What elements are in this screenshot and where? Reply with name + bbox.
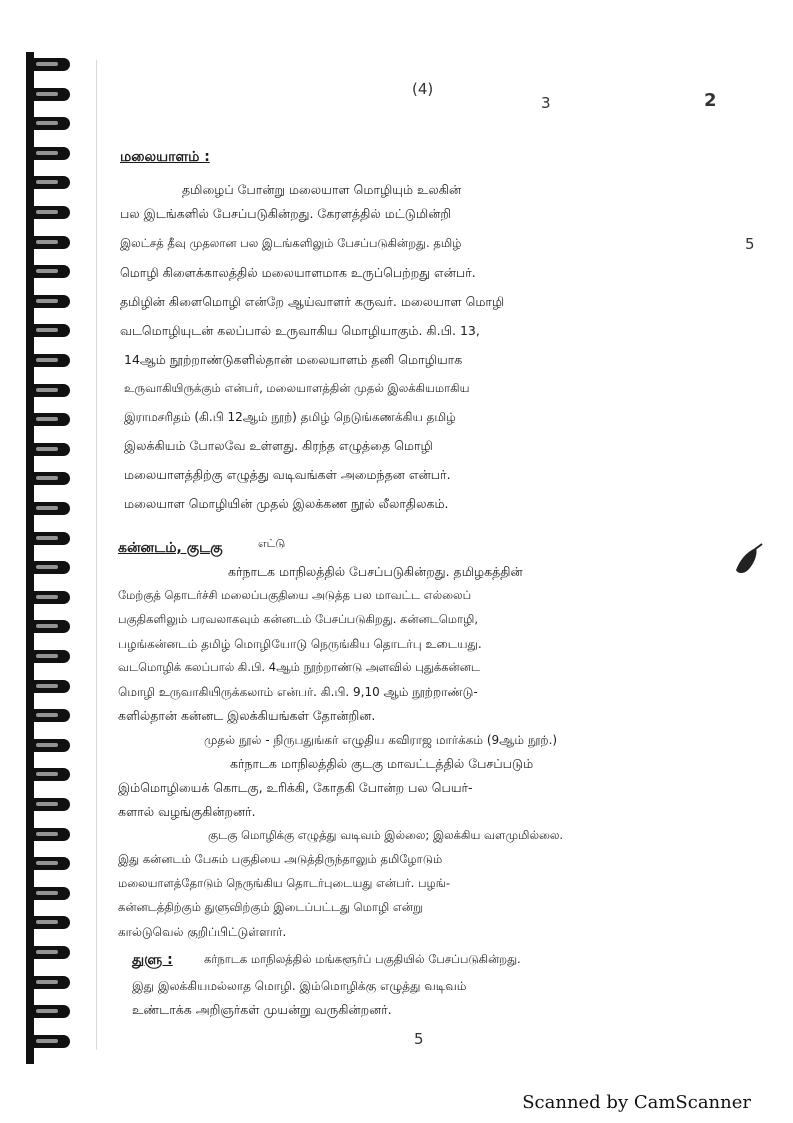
binding-coil xyxy=(26,295,70,308)
binding-coil xyxy=(26,680,70,693)
binding-coil xyxy=(26,768,70,781)
binding-coil xyxy=(26,946,70,959)
text-line: முதல் நூல் - நிருபதுங்கர் எழுதிய கவிராஜ மார்க்கம் (9ஆம் நூற்.) xyxy=(204,733,558,747)
binding-coil xyxy=(26,828,70,841)
text-line: மேற்குத் தொடர்ச்சி மலைப்பகுதியை அடுத்த பல மாவட்ட எல்லைப் xyxy=(118,588,472,602)
text-line: மலையாளத்திற்கு எழுத்து வடிவங்கள் அமைந்தன என்பர். xyxy=(124,467,451,482)
binding-coil xyxy=(26,58,70,71)
text-line: இது இலக்கியமல்லாத மொழி. இம்மொழிக்கு எழுத்து வடிவம் xyxy=(132,979,467,993)
section-heading-kannada-kodagu: கன்னடம், குடகு xyxy=(118,540,223,556)
text-line: கர்நாடக மாநிலத்தில் குடகு மாவட்டத்தில் பேசப்படும் xyxy=(230,756,534,771)
page-mark-top-center: (4) xyxy=(412,80,434,98)
binding-coil xyxy=(26,916,70,929)
binding-coil xyxy=(26,265,70,278)
binding-coil xyxy=(26,1005,70,1018)
binding-coil xyxy=(26,236,70,249)
text-line: மொழி உருவாகியிருக்கலாம் என்பர். கி.பி. 9,10 ஆம் நூற்றாண்டு- xyxy=(118,685,478,699)
section-heading-malayalam: மலையாளம் : xyxy=(120,149,210,165)
text-line: வடமொழிக் கலப்பால் கி.பி. 4ஆம் நூற்றாண்டு அளவில் புதுக்கன்னட xyxy=(118,660,481,674)
binding-coil xyxy=(26,117,70,130)
binding-coil xyxy=(26,176,70,189)
binding-coil xyxy=(26,88,70,101)
text-line: கர்நாடக மாநிலத்தில் மங்களூர்ப் பகுதியில் பேசப்படுகின்றது. xyxy=(204,952,521,966)
heading-note: எட்டு xyxy=(258,537,286,550)
text-line: கர்நாடக மாநிலத்தில் பேசப்படுகின்றது. தமிழகத்தின் xyxy=(228,564,523,579)
binding-coil xyxy=(26,561,70,574)
binding-coil xyxy=(26,739,70,752)
page-mark-margin-right: 5 xyxy=(745,235,755,253)
text-line: பல இடங்களில் பேசப்படுகின்றது. கேரளத்தில் மட்டுமின்றி xyxy=(120,206,452,221)
text-line: உண்டாக்க அறிஞர்கள் முயன்று வருகின்றனர். xyxy=(132,1002,392,1017)
text-line: இம்மொழியைக் கொடகு, உரிக்கி, கோதகி போன்ற பல பெயர்- xyxy=(118,780,473,795)
text-line: பழங்கன்னடம் தமிழ் மொழியோடு நெருங்கிய தொடர்பு உடையது. xyxy=(118,637,482,651)
spiral-binding xyxy=(22,52,74,1064)
binding-coil xyxy=(26,591,70,604)
text-line: மொழி கிளைக்காலத்தில் மலையாளமாக உருப்பெற்றது என்பர். xyxy=(120,265,476,280)
binding-coil xyxy=(26,887,70,900)
binding-coil xyxy=(26,502,70,515)
binding-coil xyxy=(26,443,70,456)
text-line: கன்னடத்திற்கும் துளுவிற்கும் இடைப்பட்டது மொழி என்று xyxy=(118,900,423,914)
page-mark-top-right-a: 3 xyxy=(541,94,551,112)
binding-coil xyxy=(26,206,70,219)
binding-coil xyxy=(26,413,70,426)
page-mark-top-right-b: 2 xyxy=(704,90,717,111)
text-line: தமிழைப் போன்று மலையாள மொழியும் உலகின் xyxy=(182,182,462,197)
binding-coil xyxy=(26,472,70,485)
binding-coil xyxy=(26,384,70,397)
text-line: 14ஆம் நூற்றாண்டுகளில்தான் மலையாளம் தனி மொழியாக xyxy=(124,352,463,367)
text-line: இராமசரிதம் (கி.பி 12ஆம் நூற்) தமிழ் நெடுங்கணக்கிய தமிழ் xyxy=(124,410,456,424)
text-line: குடகு மொழிக்கு எழுத்து வடிவம் இல்லை; இலக்கிய வளமுமில்லை. xyxy=(208,828,564,842)
section-heading-tulu: துளு : xyxy=(132,952,173,968)
scanner-watermark: Scanned by CamScanner xyxy=(522,1092,751,1113)
binding-coil xyxy=(26,650,70,663)
ink-smudge xyxy=(728,540,768,580)
binding-coil xyxy=(26,620,70,633)
text-line: கால்டுவெல் குறிப்பிட்டுள்ளார். xyxy=(118,925,287,939)
binding-coil xyxy=(26,324,70,337)
text-line: மலையாளத்தோடும் நெருங்கிய தொடர்புடையது என்பர். பழங்- xyxy=(118,876,450,890)
text-line: இலட்சத் தீவு முதலான பல இடங்களிலும் பேசப்படுகின்றது. தமிழ் xyxy=(120,236,462,250)
binding-coil xyxy=(26,709,70,722)
text-line: வடமொழியுடன் கலப்பால் உருவாகிய மொழியாகும். கி.பி. 13, xyxy=(120,323,480,338)
text-line: மலையாள மொழியின் முதல் இலக்கண நூல் லீலாதிலகம். xyxy=(124,496,449,511)
binding-coil xyxy=(26,857,70,870)
text-line: இது கன்னடம் பேசும் பகுதியை அடுத்திருந்தாலும் தமிழோடும் xyxy=(118,852,443,866)
binding-rail xyxy=(26,52,34,1064)
binding-coil xyxy=(26,147,70,160)
text-line: பகுதிகளிலும் பரவலாகவும் கன்னடம் பேசப்படுகிறது. கன்னடமொழி, xyxy=(118,612,479,626)
text-line: களால் வழங்குகின்றனர். xyxy=(118,804,256,819)
text-line: உருவாகியிருக்கும் என்பர், மலையாளத்தின் முதல் இலக்கியமாகிய xyxy=(124,381,470,395)
page-mark-bottom-center: 5 xyxy=(414,1030,424,1048)
text-line: தமிழின் கிளைமொழி என்றே ஆய்வாளர் கருவர். மலையாள மொழி xyxy=(120,294,505,309)
text-line: இலக்கியம் போலவே உள்ளது. கிரந்த எழுத்தை மொழி xyxy=(124,438,433,453)
binding-coil xyxy=(26,798,70,811)
binding-coil xyxy=(26,976,70,989)
binding-coil xyxy=(26,354,70,367)
binding-coil xyxy=(26,532,70,545)
text-line: களில்தான் கன்னட இலக்கியங்கள் தோன்றின. xyxy=(118,708,376,723)
margin-line xyxy=(96,60,97,1050)
binding-coil xyxy=(26,1035,70,1048)
